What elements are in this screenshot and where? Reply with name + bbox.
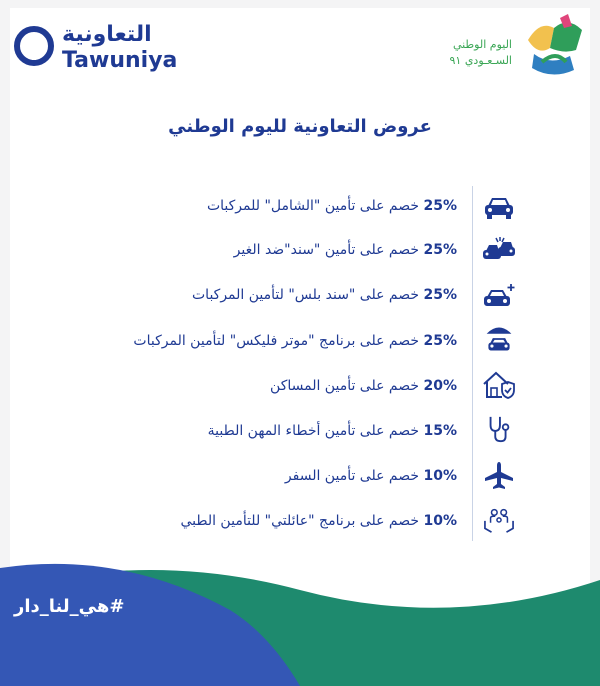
car-plus-icon — [482, 282, 516, 312]
family-care-icon — [482, 504, 516, 534]
stethoscope-icon — [482, 414, 516, 444]
icon-column-divider — [472, 186, 473, 541]
offer-label: 25% خصم على تأمين "الشامل" للمركبات — [206, 198, 457, 214]
offer-row — [70, 331, 465, 357]
brand-name-arabic: التعاونية — [62, 22, 152, 47]
offer-row — [70, 466, 465, 492]
offer-label: 10% خصم على تأمين السفر — [284, 468, 457, 484]
offer-row — [70, 196, 465, 222]
car-umbrella-icon — [482, 324, 516, 354]
offer-label: 25% خصم على تأمين "سند"ضد الغير — [233, 242, 457, 258]
national-day-line2: السـعـودي ٩١ — [449, 54, 512, 67]
offer-row — [70, 285, 465, 311]
national-day-line1: اليوم الوطني — [452, 38, 512, 51]
car-icon — [482, 192, 516, 222]
brand-name-english: Tawuniya — [62, 48, 178, 73]
offer-row — [70, 376, 465, 402]
hashtag: #هي_لنا_دار — [14, 596, 125, 617]
national-day-emblem-icon — [520, 10, 590, 80]
offer-label: 15% خصم على تأمين أخطاء المهن الطبية — [207, 423, 457, 439]
offer-label: 25% خصم على برنامج "موتر فليكس" لتأمين المركبات — [133, 333, 457, 349]
car-collision-icon — [482, 236, 516, 266]
page-title: عروض التعاونية لليوم الوطني — [168, 116, 432, 137]
offer-row — [70, 511, 465, 537]
footer-wave — [0, 550, 600, 686]
national-day-logo — [430, 10, 590, 80]
tawuniya-logo[interactable] — [12, 22, 178, 74]
offer-label: 20% خصم على تأمين المساكن — [270, 378, 457, 394]
airplane-icon — [482, 460, 516, 490]
offer-label: 10% خصم على برنامج "عائلتي" للتأمين الطبي — [180, 513, 457, 529]
tawuniya-mark-icon — [12, 24, 56, 68]
offer-label: 25% خصم على "سند بلس" لتأمين المركبات — [192, 287, 457, 303]
offer-row — [70, 421, 465, 447]
offer-row — [70, 240, 465, 266]
home-shield-icon — [482, 370, 516, 400]
